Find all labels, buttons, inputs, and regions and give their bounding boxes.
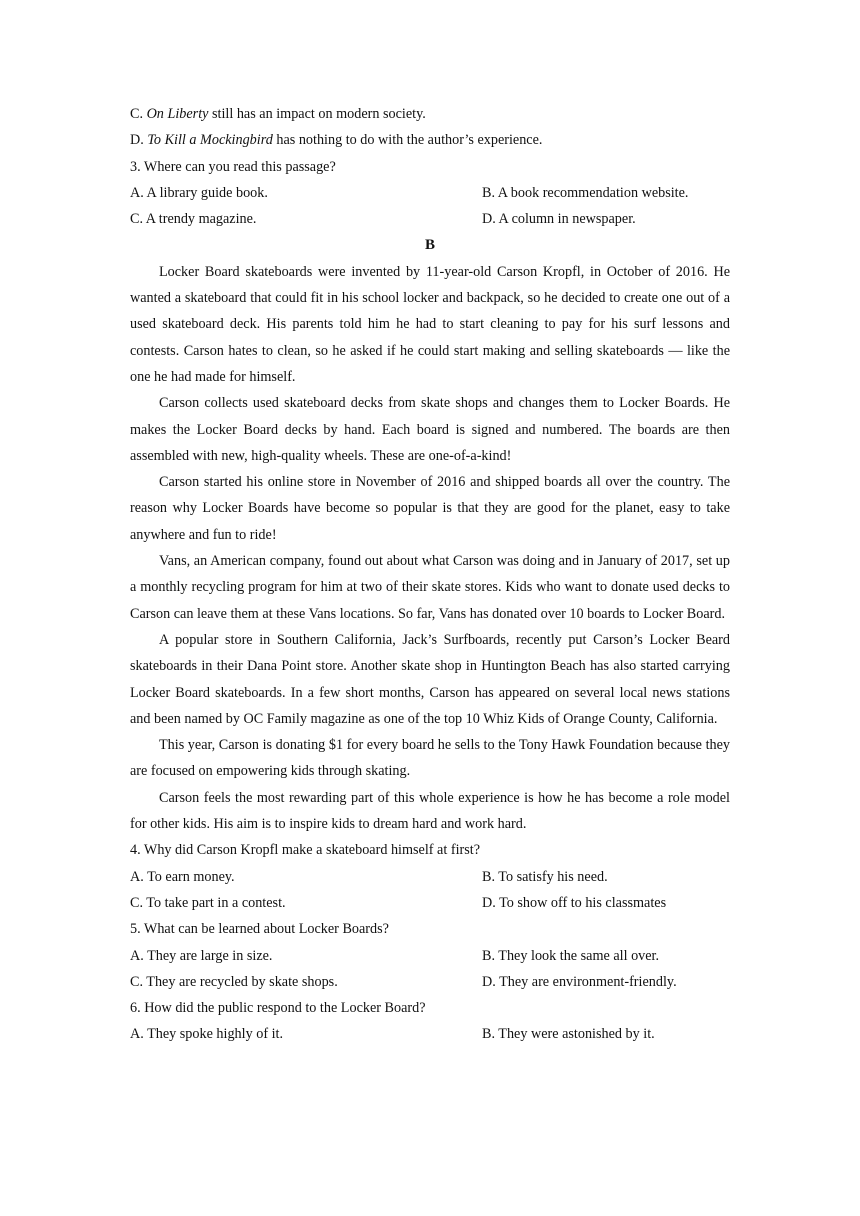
option-c: C. A trendy magazine.: [130, 211, 257, 228]
previous-option-d: D. To Kill a Mockingbird has nothing to do with the author’s experience.: [130, 132, 543, 149]
document-page: [130, 101, 730, 1048]
question-5-options-row-1: [130, 943, 730, 969]
question-6: 6. How did the public respond to the Locker Board?: [130, 1000, 426, 1017]
option-a: A. A library guide book.: [130, 184, 268, 201]
question-5-options-row-2: [130, 969, 730, 995]
passage-paragraph-4: Vans, an American company, found out about what Carson was doing and in January of 2017, set up a monthly recycling program for him at two of their skate stores. Kids who want to donate used decks to Carson can leave them at these Vans locations. So far, Vans has donated over 10 boards to Locker Board.: [130, 553, 730, 622]
question-4-options-row-2: [130, 890, 730, 916]
question-5: 5. What can be learned about Locker Boards?: [130, 921, 389, 938]
question-3-options-row-1: [130, 180, 730, 206]
option-b: B. A book recommendation website.: [482, 184, 689, 201]
book-title: To Kill a Mockingbird: [147, 132, 273, 149]
section-heading: B: [424, 237, 435, 254]
previous-option-c: C. On Liberty still has an impact on modern society.: [130, 106, 426, 122]
option-a: A. To earn money.: [130, 868, 235, 885]
passage-paragraph-6: This year, Carson is donating $1 for every board he sells to the Tony Hawk Foundation because they are focused on empowering kids through skating.: [130, 737, 730, 780]
passage-paragraph-5: A popular store in Southern California, Jack’s Surfboards, recently put Carson’s Locker Beard skateboards in their Dana Point store. Another skate shop in Huntington Beach has also started carrying Locker Board skateboards. In a few short months, Carson has appeared on several local news stations and been named by OC Family magazine as one of the top 10 Whiz Kids of Orange County, California.: [130, 631, 730, 727]
question-6-options-row-1: [130, 1021, 730, 1047]
option-d: D. They are environment-friendly.: [482, 973, 677, 990]
passage-paragraph-1: Locker Board skateboards were invented by 11-year-old Carson Kropfl, in October of 2016. He wanted a skateboard that could fit in his school locker and backpack, so he decided to create one out of a used skateboard deck. His parents told him he had to start cleaning to pay for his surf lessons and contests. Carson hates to clean, so he asked if he could start making and selling skateboards — like the one he had made for himself.: [130, 263, 730, 385]
option-a: A. They spoke highly of it.: [130, 1026, 284, 1043]
question-4: 4. Why did Carson Kropfl make a skateboard himself at first?: [130, 842, 480, 859]
option-d: D. A column in newspaper.: [482, 211, 636, 228]
question-3: 3. Where can you read this passage?: [130, 158, 336, 175]
question-3-options-row-2: [130, 206, 730, 232]
option-a: A. They are large in size.: [130, 947, 273, 964]
book-title: On Liberty: [146, 106, 209, 122]
passage-paragraph-7: Carson feels the most rewarding part of this whole experience is how he has become a role model for other kids. His aim is to inspire kids to dream hard and work hard.: [130, 789, 730, 833]
option-c: C. They are recycled by skate shops.: [130, 973, 338, 990]
option-d: D. To show off to his classmates: [482, 894, 667, 911]
passage-paragraph-3: Carson started his online store in November of 2016 and shipped boards all over the country. The reason why Locker Boards have become so popular is that they are good for the planet, easy to take anywhere and fun to ride!: [130, 474, 730, 543]
option-b: B. They were astonished by it.: [482, 1026, 655, 1043]
option-b: B. They look the same all over.: [482, 947, 660, 964]
question-4-options-row-1: [130, 864, 730, 890]
option-b: B. To satisfy his need.: [482, 868, 608, 885]
option-c: C. To take part in a contest.: [130, 894, 286, 911]
passage-paragraph-2: Carson collects used skateboard decks from skate shops and changes them to Locker Boards. He makes the Locker Board decks by hand. Each board is signed and numbered. The boards are then assembled with new, high-quality wheels. These are one-of-a-kind!: [130, 395, 730, 464]
